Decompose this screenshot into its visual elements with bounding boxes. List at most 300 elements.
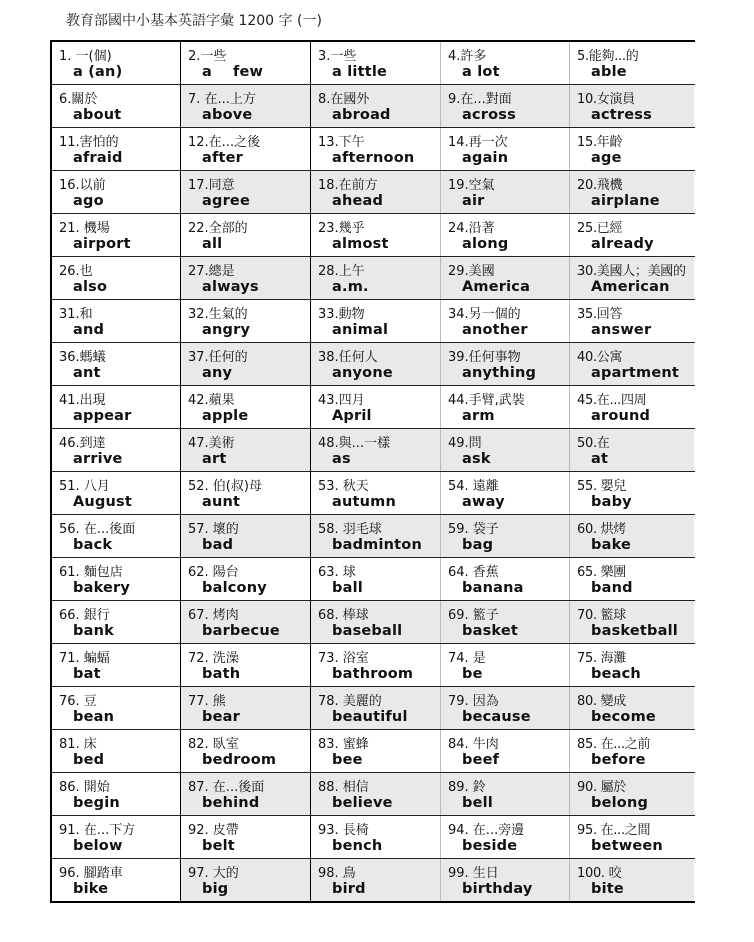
chinese-meaning: 51. 八月 xyxy=(59,479,110,494)
chinese-meaning: 67. 烤肉 xyxy=(188,608,239,623)
chinese-meaning: 31.和 xyxy=(59,307,93,322)
table-row xyxy=(52,256,695,299)
chinese-meaning: 8.在國外 xyxy=(318,92,370,107)
english-word: appear xyxy=(73,408,132,424)
chinese-meaning: 36.螞蟻 xyxy=(59,350,106,365)
english-word: before xyxy=(591,752,646,768)
vocab-entry xyxy=(440,257,569,299)
chinese-meaning: 71. 蝙蝠 xyxy=(59,651,110,666)
chinese-meaning: 4.許多 xyxy=(448,49,487,64)
vocab-entry xyxy=(52,42,181,84)
chinese-meaning: 75. 海灘 xyxy=(577,651,627,666)
english-word: basketball xyxy=(591,623,678,639)
english-word: away xyxy=(462,494,505,510)
vocab-entry xyxy=(569,128,694,170)
vocab-entry xyxy=(181,515,310,557)
vocab-entry xyxy=(310,730,440,772)
english-word: again xyxy=(462,150,509,166)
vocab-entry xyxy=(52,257,181,299)
english-word: bad xyxy=(202,537,234,553)
vocab-entry xyxy=(181,128,310,170)
vocab-entry xyxy=(569,816,694,858)
english-word: above xyxy=(202,107,253,123)
english-word: and xyxy=(73,322,105,338)
vocab-entry xyxy=(52,386,181,428)
vocab-entry xyxy=(569,214,694,256)
vocab-entry xyxy=(52,773,181,815)
vocab-entry xyxy=(440,42,569,84)
vocab-entry xyxy=(440,730,569,772)
vocab-entry xyxy=(310,601,440,643)
english-word: bakery xyxy=(73,580,131,596)
chinese-meaning: 5.能夠...的 xyxy=(577,49,639,64)
vocab-entry xyxy=(181,730,310,772)
english-word: arm xyxy=(462,408,495,424)
table-row xyxy=(52,213,695,256)
vocab-entry xyxy=(440,343,569,385)
vocab-entry xyxy=(569,300,694,342)
vocab-entry xyxy=(310,644,440,686)
english-word: bedroom xyxy=(202,752,277,768)
vocab-entry xyxy=(440,128,569,170)
chinese-meaning: 99. 生日 xyxy=(448,866,499,881)
english-word: April xyxy=(332,408,372,424)
vocab-entry xyxy=(569,343,694,385)
vocab-entry xyxy=(181,816,310,858)
chinese-meaning: 61. 麵包店 xyxy=(59,565,123,580)
vocab-entry xyxy=(310,558,440,600)
vocab-entry xyxy=(440,171,569,213)
chinese-meaning: 76. 豆 xyxy=(59,694,97,709)
table-row xyxy=(52,686,695,729)
vocab-entry xyxy=(181,773,310,815)
vocab-entry xyxy=(569,429,694,471)
vocab-entry xyxy=(310,300,440,342)
vocab-entry xyxy=(181,85,310,127)
english-word: bee xyxy=(332,752,363,768)
vocab-entry xyxy=(52,515,181,557)
english-word: bat xyxy=(73,666,101,682)
english-word: already xyxy=(591,236,654,252)
vocab-entry xyxy=(310,42,440,84)
english-word: ball xyxy=(332,580,363,596)
vocab-entry xyxy=(52,859,181,901)
vocab-entry xyxy=(440,859,569,901)
english-word: as xyxy=(332,451,351,467)
vocab-entry xyxy=(310,515,440,557)
english-word: begin xyxy=(73,795,120,811)
chinese-meaning: 10.女演員 xyxy=(577,92,635,107)
vocab-entry xyxy=(52,343,181,385)
english-word: always xyxy=(202,279,259,295)
english-word: anything xyxy=(462,365,537,381)
vocab-entry xyxy=(52,687,181,729)
english-word: back xyxy=(73,537,113,553)
vocab-entry xyxy=(52,730,181,772)
vocab-entry xyxy=(569,85,694,127)
chinese-meaning: 86. 開始 xyxy=(59,780,110,795)
chinese-meaning: 89. 鈴 xyxy=(448,780,486,795)
vocab-entry xyxy=(181,687,310,729)
chinese-meaning: 93. 長椅 xyxy=(318,823,369,838)
chinese-meaning: 7. 在...上方 xyxy=(188,92,256,107)
english-word: ant xyxy=(73,365,101,381)
english-word: America xyxy=(462,279,531,295)
english-word: bed xyxy=(73,752,105,768)
vocab-entry xyxy=(440,386,569,428)
chinese-meaning: 72. 洗澡 xyxy=(188,651,239,666)
vocab-entry xyxy=(52,85,181,127)
vocab-entry xyxy=(52,214,181,256)
english-word: badminton xyxy=(332,537,422,553)
english-word: beside xyxy=(462,838,518,854)
english-word: because xyxy=(462,709,531,725)
english-word: a.m. xyxy=(332,279,369,295)
vocabulary-table xyxy=(50,40,695,903)
vocab-entry xyxy=(440,300,569,342)
chinese-meaning: 25.已經 xyxy=(577,221,623,236)
chinese-meaning: 44.手臂,武裝 xyxy=(448,393,525,408)
chinese-meaning: 94. 在...旁邊 xyxy=(448,823,525,838)
vocab-entry xyxy=(440,515,569,557)
vocab-entry xyxy=(310,343,440,385)
table-row xyxy=(52,428,695,471)
chinese-meaning: 49.問 xyxy=(448,436,482,451)
english-word: apartment xyxy=(591,365,680,381)
vocab-entry xyxy=(52,472,181,514)
vocab-entry xyxy=(569,687,694,729)
english-word: barbecue xyxy=(202,623,280,639)
chinese-meaning: 95. 在...之間 xyxy=(577,823,651,838)
table-row xyxy=(52,772,695,815)
chinese-meaning: 78. 美麗的 xyxy=(318,694,382,709)
english-word: become xyxy=(591,709,656,725)
chinese-meaning: 83. 蜜蜂 xyxy=(318,737,369,752)
chinese-meaning: 50.在 xyxy=(577,436,610,451)
vocab-entry xyxy=(569,601,694,643)
chinese-meaning: 53. 秋天 xyxy=(318,479,369,494)
chinese-meaning: 9.在...對面 xyxy=(448,92,512,107)
english-word: beef xyxy=(462,752,500,768)
english-word: a (an) xyxy=(73,64,123,80)
chinese-meaning: 20.飛機 xyxy=(577,178,623,193)
table-row xyxy=(52,557,695,600)
vocab-entry xyxy=(569,472,694,514)
table-row xyxy=(52,471,695,514)
vocab-entry xyxy=(569,730,694,772)
chinese-meaning: 87. 在...後面 xyxy=(188,780,265,795)
chinese-meaning: 17.同意 xyxy=(188,178,235,193)
chinese-meaning: 70. 籃球 xyxy=(577,608,627,623)
english-word: art xyxy=(202,451,227,467)
english-word: bake xyxy=(591,537,632,553)
english-word: bite xyxy=(591,881,624,897)
chinese-meaning: 57. 壞的 xyxy=(188,522,239,537)
chinese-meaning: 27.總是 xyxy=(188,264,235,279)
chinese-meaning: 41.出現 xyxy=(59,393,106,408)
chinese-meaning: 97. 大的 xyxy=(188,866,239,881)
english-word: bear xyxy=(202,709,240,725)
english-word: August xyxy=(73,494,133,510)
vocab-entry xyxy=(310,472,440,514)
english-word: along xyxy=(462,236,509,252)
chinese-meaning: 39.任何事物 xyxy=(448,350,521,365)
vocab-entry xyxy=(310,773,440,815)
chinese-meaning: 1. 一(個) xyxy=(59,49,112,64)
english-word: anyone xyxy=(332,365,393,381)
vocab-entry xyxy=(181,171,310,213)
vocab-entry xyxy=(181,558,310,600)
table-row xyxy=(52,385,695,428)
chinese-meaning: 2.一些 xyxy=(188,49,227,64)
english-word: bell xyxy=(462,795,493,811)
chinese-meaning: 30.美國人；美國的 xyxy=(577,264,686,279)
vocab-entry xyxy=(310,429,440,471)
vocab-entry xyxy=(52,601,181,643)
chinese-meaning: 100. 咬 xyxy=(577,866,622,881)
chinese-meaning: 79. 因為 xyxy=(448,694,499,709)
vocab-entry xyxy=(310,859,440,901)
vocab-entry xyxy=(440,644,569,686)
vocab-entry xyxy=(569,773,694,815)
chinese-meaning: 77. 熊 xyxy=(188,694,226,709)
vocab-entry xyxy=(181,343,310,385)
vocab-entry xyxy=(569,42,694,84)
vocab-entry xyxy=(181,257,310,299)
chinese-meaning: 98. 鳥 xyxy=(318,866,356,881)
chinese-meaning: 92. 皮帶 xyxy=(188,823,239,838)
vocab-entry xyxy=(440,214,569,256)
table-row xyxy=(52,170,695,213)
english-word: ask xyxy=(462,451,491,467)
english-word: able xyxy=(591,64,627,80)
chinese-meaning: 28.上午 xyxy=(318,264,365,279)
vocab-entry xyxy=(569,386,694,428)
chinese-meaning: 13.下午 xyxy=(318,135,365,150)
vocab-entry xyxy=(181,214,310,256)
english-word: bench xyxy=(332,838,383,854)
chinese-meaning: 3.一些 xyxy=(318,49,357,64)
english-word: a lot xyxy=(462,64,500,80)
english-word: also xyxy=(73,279,108,295)
chinese-meaning: 45.在...四周 xyxy=(577,393,647,408)
english-word: ago xyxy=(73,193,104,209)
vocab-entry xyxy=(569,257,694,299)
english-word: almost xyxy=(332,236,389,252)
english-word: actress xyxy=(591,107,652,123)
chinese-meaning: 91. 在...下方 xyxy=(59,823,136,838)
vocab-entry xyxy=(569,644,694,686)
vocab-entry xyxy=(52,300,181,342)
vocab-entry xyxy=(181,429,310,471)
chinese-meaning: 64. 香蕉 xyxy=(448,565,499,580)
vocab-entry xyxy=(569,515,694,557)
chinese-meaning: 18.在前方 xyxy=(318,178,378,193)
chinese-meaning: 29.美國 xyxy=(448,264,495,279)
english-word: birthday xyxy=(462,881,533,897)
table-row xyxy=(52,42,695,84)
english-word: angry xyxy=(202,322,251,338)
english-word: beautiful xyxy=(332,709,408,725)
chinese-meaning: 84. 牛肉 xyxy=(448,737,499,752)
english-word: airport xyxy=(73,236,131,252)
english-word: autumn xyxy=(332,494,396,510)
vocab-entry xyxy=(181,472,310,514)
chinese-meaning: 33.動物 xyxy=(318,307,365,322)
english-word: band xyxy=(591,580,633,596)
english-word: behind xyxy=(202,795,260,811)
english-word: bank xyxy=(73,623,114,639)
english-word: at xyxy=(591,451,609,467)
english-word: aunt xyxy=(202,494,241,510)
chinese-meaning: 40.公寓 xyxy=(577,350,623,365)
vocab-entry xyxy=(440,773,569,815)
english-word: balcony xyxy=(202,580,267,596)
chinese-meaning: 37.任何的 xyxy=(188,350,248,365)
chinese-meaning: 90. 屬於 xyxy=(577,780,627,795)
english-word: all xyxy=(202,236,223,252)
chinese-meaning: 69. 籃子 xyxy=(448,608,499,623)
chinese-meaning: 54. 遠離 xyxy=(448,479,499,494)
vocab-entry xyxy=(181,300,310,342)
vocab-entry xyxy=(310,816,440,858)
english-word: after xyxy=(202,150,244,166)
table-row xyxy=(52,815,695,858)
english-word: agree xyxy=(202,193,250,209)
english-word: a few xyxy=(202,64,264,80)
english-word: animal xyxy=(332,322,389,338)
chinese-meaning: 43.四月 xyxy=(318,393,365,408)
chinese-meaning: 85. 在...之前 xyxy=(577,737,651,752)
english-word: be xyxy=(462,666,483,682)
vocab-entry xyxy=(569,171,694,213)
vocab-entry xyxy=(440,558,569,600)
chinese-meaning: 82. 臥室 xyxy=(188,737,239,752)
english-word: apple xyxy=(202,408,249,424)
vocab-entry xyxy=(440,429,569,471)
english-word: baseball xyxy=(332,623,403,639)
vocab-entry xyxy=(181,42,310,84)
chinese-meaning: 23.幾乎 xyxy=(318,221,365,236)
english-word: below xyxy=(73,838,123,854)
english-word: around xyxy=(591,408,651,424)
table-row xyxy=(52,858,695,901)
table-row xyxy=(52,342,695,385)
table-row xyxy=(52,643,695,686)
vocab-entry xyxy=(310,257,440,299)
english-word: a little xyxy=(332,64,388,80)
english-word: air xyxy=(462,193,485,209)
vocab-entry xyxy=(310,85,440,127)
english-word: baby xyxy=(591,494,632,510)
chinese-meaning: 63. 球 xyxy=(318,565,356,580)
vocab-entry xyxy=(52,171,181,213)
english-word: bike xyxy=(73,881,109,897)
vocab-entry xyxy=(440,601,569,643)
chinese-meaning: 88. 相信 xyxy=(318,780,369,795)
chinese-meaning: 65. 樂團 xyxy=(577,565,627,580)
chinese-meaning: 47.美術 xyxy=(188,436,235,451)
english-word: bird xyxy=(332,881,366,897)
english-word: ahead xyxy=(332,193,384,209)
chinese-meaning: 59. 袋子 xyxy=(448,522,499,537)
vocab-entry xyxy=(52,816,181,858)
chinese-meaning: 60. 烘烤 xyxy=(577,522,627,537)
english-word: bean xyxy=(73,709,115,725)
chinese-meaning: 14.再一次 xyxy=(448,135,508,150)
vocab-entry xyxy=(310,171,440,213)
english-word: bathroom xyxy=(332,666,414,682)
chinese-meaning: 55. 嬰兒 xyxy=(577,479,627,494)
chinese-meaning: 42.蘋果 xyxy=(188,393,235,408)
document-title: 教育部國中小基本英語字彙 1200 字 (一) xyxy=(66,13,322,29)
chinese-meaning: 35.回答 xyxy=(577,307,623,322)
vocab-entry xyxy=(181,386,310,428)
vocab-entry xyxy=(310,128,440,170)
vocab-entry xyxy=(440,472,569,514)
english-word: banana xyxy=(462,580,524,596)
english-word: any xyxy=(202,365,233,381)
english-word: abroad xyxy=(332,107,391,123)
chinese-meaning: 74. 是 xyxy=(448,651,486,666)
vocab-entry xyxy=(440,687,569,729)
chinese-meaning: 68. 棒球 xyxy=(318,608,369,623)
vocab-entry xyxy=(181,601,310,643)
english-word: between xyxy=(591,838,663,854)
chinese-meaning: 15.年齡 xyxy=(577,135,623,150)
vocab-entry xyxy=(52,644,181,686)
chinese-meaning: 96. 腳踏車 xyxy=(59,866,123,881)
vocab-entry xyxy=(440,85,569,127)
english-word: bath xyxy=(202,666,241,682)
chinese-meaning: 11.害怕的 xyxy=(59,135,119,150)
table-row xyxy=(52,299,695,342)
chinese-meaning: 56. 在...後面 xyxy=(59,522,136,537)
chinese-meaning: 66. 銀行 xyxy=(59,608,110,623)
chinese-meaning: 48.與...一樣 xyxy=(318,436,391,451)
vocab-entry xyxy=(440,816,569,858)
table-row xyxy=(52,84,695,127)
vocab-entry xyxy=(569,859,694,901)
english-word: about xyxy=(73,107,122,123)
chinese-meaning: 16.以前 xyxy=(59,178,106,193)
chinese-meaning: 80. 變成 xyxy=(577,694,627,709)
chinese-meaning: 12.在...之後 xyxy=(188,135,261,150)
vocab-entry xyxy=(52,558,181,600)
chinese-meaning: 26.也 xyxy=(59,264,93,279)
chinese-meaning: 22.全部的 xyxy=(188,221,248,236)
chinese-meaning: 19.空氣 xyxy=(448,178,495,193)
english-word: basket xyxy=(462,623,519,639)
vocab-entry xyxy=(569,558,694,600)
english-word: beach xyxy=(591,666,641,682)
english-word: American xyxy=(591,279,670,295)
chinese-meaning: 73. 浴室 xyxy=(318,651,369,666)
vocab-entry xyxy=(52,128,181,170)
english-word: belong xyxy=(591,795,649,811)
vocab-entry xyxy=(310,214,440,256)
vocab-entry xyxy=(181,644,310,686)
table-row xyxy=(52,127,695,170)
english-word: another xyxy=(462,322,528,338)
chinese-meaning: 38.任何人 xyxy=(318,350,378,365)
table-row xyxy=(52,729,695,772)
english-word: bag xyxy=(462,537,494,553)
english-word: across xyxy=(462,107,516,123)
chinese-meaning: 6.關於 xyxy=(59,92,98,107)
english-word: afternoon xyxy=(332,150,415,166)
chinese-meaning: 46.到達 xyxy=(59,436,106,451)
